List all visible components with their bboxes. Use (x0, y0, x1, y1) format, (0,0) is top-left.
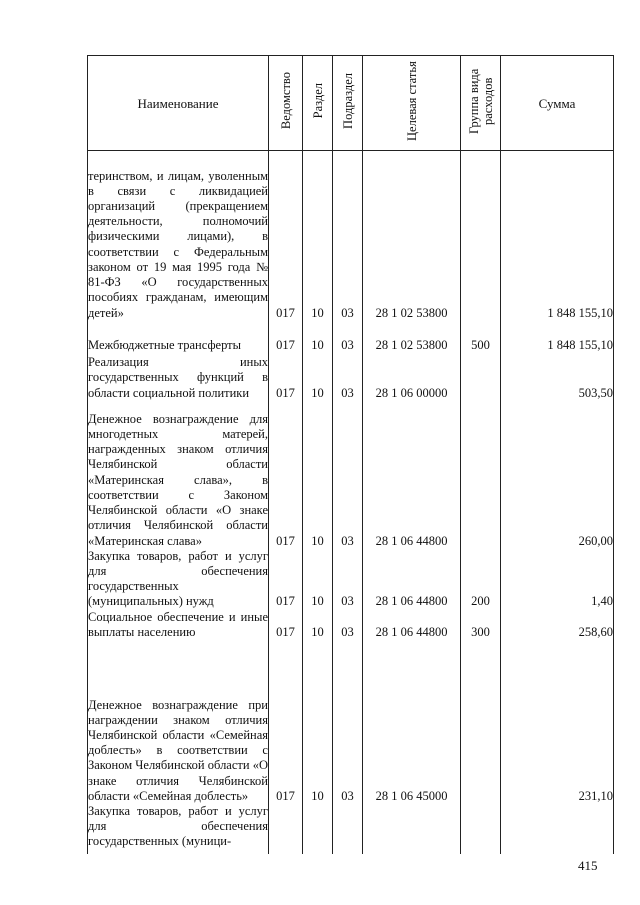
cell-group (461, 353, 501, 401)
cell-sum: 1,40 (501, 549, 614, 610)
header-subsection: Подраздел (333, 56, 363, 151)
cell-target: 28 1 06 45000 (363, 640, 461, 804)
cell-dept: 017 (269, 321, 303, 353)
header-name: Наименование (88, 56, 269, 151)
table-row (88, 610, 614, 640)
cell-group (461, 151, 501, 321)
cell-dept: 017 (269, 353, 303, 401)
cell-target: 28 1 06 00000 (363, 353, 461, 401)
table-row (88, 640, 614, 804)
cell-sum: 1 848 155,10 (501, 151, 614, 321)
cell-section: 10 (303, 353, 333, 401)
budget-table (87, 55, 614, 854)
table-row (88, 353, 614, 401)
header-expense-group: Группа вида расходов (461, 56, 501, 151)
cell-subsection: 03 (333, 353, 363, 401)
table-row (88, 804, 614, 854)
cell-subsection: 03 (333, 151, 363, 321)
header-target: Целевая статья (363, 56, 461, 151)
cell-section: 10 (303, 401, 333, 549)
cell-dept: 017 (269, 151, 303, 321)
cell-sum: 231,10 (501, 640, 614, 804)
cell-subsection: 03 (333, 610, 363, 640)
cell-dept: 017 (269, 610, 303, 640)
cell-target: 28 1 02 53800 (363, 151, 461, 321)
cell-sum: 1 848 155,10 (501, 321, 614, 353)
cell-section (303, 804, 333, 854)
cell-name: Денежное вознаграждение для многодетных матерей, награжденных знаком отличия Челябинской области «Материнская слава», в соответствии с Законом Челябинской области «О знаке отличия Челябинской области «Материнская слава» (88, 401, 269, 549)
header-dept: Ведомство (269, 56, 303, 151)
table-row (88, 151, 614, 321)
cell-dept (269, 804, 303, 854)
cell-name: Межбюджетные трансферты (88, 321, 269, 353)
cell-sum (501, 804, 614, 854)
cell-section: 10 (303, 640, 333, 804)
cell-name: Социальное обеспечение и иные выплаты населению (88, 609, 268, 639)
cell-name: теринством, и лицам, уволенным в связи с ликвидацией организаций (прекращением деятельности, полномочий физическими лицами), в соответствии с Федеральным законом от 19 мая 1995 года № 81-ФЗ «О государственных пособиях гражданам, имеющим детей» (88, 151, 269, 321)
table-header-row (88, 56, 614, 151)
cell-group: 300 (461, 610, 501, 640)
cell-group (461, 804, 501, 854)
cell-name: Денежное вознаграждение при награждении знаком отличия Челябинской области «Семейная доблесть» в соответствии с Законом Челябинской области «О знаке отличия Челябинской области «Семейная доблесть» (88, 640, 269, 804)
header-sum: Сумма (501, 56, 614, 151)
cell-target: 28 1 06 44800 (363, 401, 461, 549)
cell-group: 500 (461, 321, 501, 353)
cell-target: 28 1 06 44800 (363, 610, 461, 640)
cell-section: 10 (303, 610, 333, 640)
cell-group (461, 401, 501, 549)
cell-subsection: 03 (333, 401, 363, 549)
table-row (88, 321, 614, 353)
cell-target: 28 1 02 53800 (363, 321, 461, 353)
table-row (88, 549, 614, 610)
cell-target: 28 1 06 44800 (363, 549, 461, 610)
cell-subsection: 03 (333, 321, 363, 353)
cell-group (461, 640, 501, 804)
cell-subsection: 03 (333, 549, 363, 610)
cell-name: Закупка товаров, работ и услуг для обеспечения государственных (муниципальных) нужд (88, 548, 268, 609)
page-number: 415 (578, 858, 598, 873)
cell-sum: 258,60 (501, 610, 614, 640)
cell-dept: 017 (269, 549, 303, 610)
cell-target (363, 804, 461, 854)
cell-section: 10 (303, 151, 333, 321)
cell-dept: 017 (269, 640, 303, 804)
cell-name: Реализация иных государственных функций в области социальной политики (88, 353, 269, 401)
cell-section: 10 (303, 549, 333, 610)
cell-subsection (333, 804, 363, 854)
header-section: Раздел (303, 56, 333, 151)
cell-name: Закупка товаров, работ и услуг для обеспечения государственных (муници- (88, 804, 269, 854)
cell-group: 200 (461, 549, 501, 610)
cell-section: 10 (303, 321, 333, 353)
cell-sum: 503,50 (501, 353, 614, 401)
table-row (88, 401, 614, 549)
cell-subsection: 03 (333, 640, 363, 804)
cell-dept: 017 (269, 401, 303, 549)
cell-sum: 260,00 (501, 401, 614, 549)
